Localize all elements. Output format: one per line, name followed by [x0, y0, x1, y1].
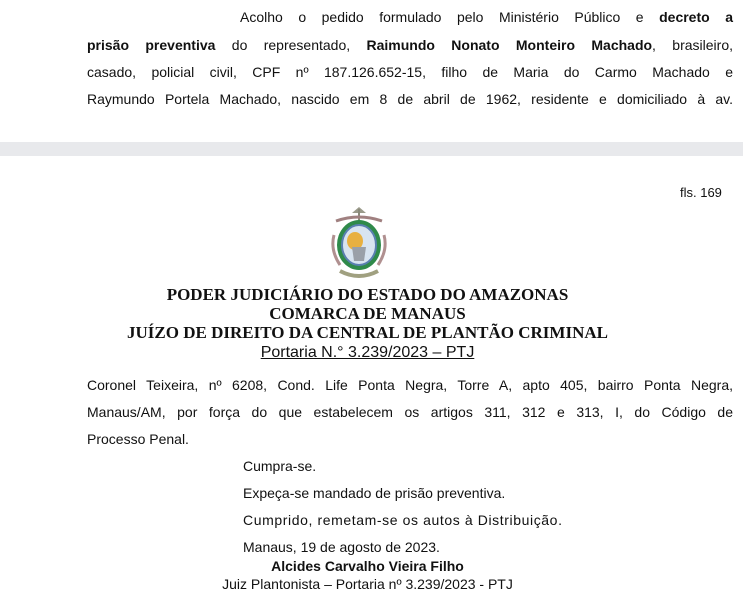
paragraph-line: casado, policial civil, CPF nº 187.126.652-15, filho de Maria do Carmo Machado e	[87, 64, 733, 80]
signer-role: Juiz Plantonista – Portaria nº 3.239/2023 - PTJ	[222, 576, 513, 592]
page-separator	[0, 142, 743, 156]
body-line: Coronel Teixeira, nº 6208, Cond. Life Ponta Negra, Torre A, apto 405, bairro Ponta Negra,	[87, 377, 733, 393]
defendant-name: Raimundo Nonato Monteiro Machado	[366, 37, 653, 53]
text: do representado,	[215, 37, 367, 53]
text: Acolho o pedido formulado pelo Ministério Público e	[240, 9, 660, 25]
body-line: Processo Penal.	[87, 431, 189, 447]
heading-district: COMARCA DE MANAUS	[269, 304, 466, 323]
paragraph-line: Raymundo Portela Machado, nascido em 8 de abril de 1962, residente e domiciliado à av.	[87, 91, 733, 107]
portaria-text: Portaria N.° 3.239/2023 – PTJ	[260, 344, 475, 361]
portaria-reference	[0, 344, 735, 362]
heading-court-division: JUÍZO DE DIREITO DA CENTRAL DE PLANTÃO CRIMINAL	[127, 323, 608, 342]
order-line: Expeça-se mandado de prisão preventiva.	[243, 485, 506, 501]
paragraph-line	[240, 8, 733, 26]
heading-court: PODER JUDICIÁRIO DO ESTADO DO AMAZONAS	[166, 285, 569, 304]
body-line: Manaus/AM, por força do que estabelecem os artigos 311, 312 e 313, I, do Código de	[87, 404, 733, 420]
bold-text: prisão preventiva	[87, 37, 216, 53]
order-line: Cumpra-se.	[243, 458, 317, 474]
date-line: Manaus, 19 de agosto de 2023.	[243, 539, 440, 555]
signer-name: Alcides Carvalho Vieira Filho	[271, 558, 464, 574]
folio-number: fls. 169	[680, 185, 722, 200]
paragraph-line	[87, 36, 733, 54]
text: , brasileiro,	[652, 37, 733, 53]
bold-text: decreto a	[659, 9, 733, 25]
coat-of-arms-seal	[328, 205, 390, 283]
order-line: Cumprido, remetam-se os autos à Distribuição.	[243, 512, 563, 528]
